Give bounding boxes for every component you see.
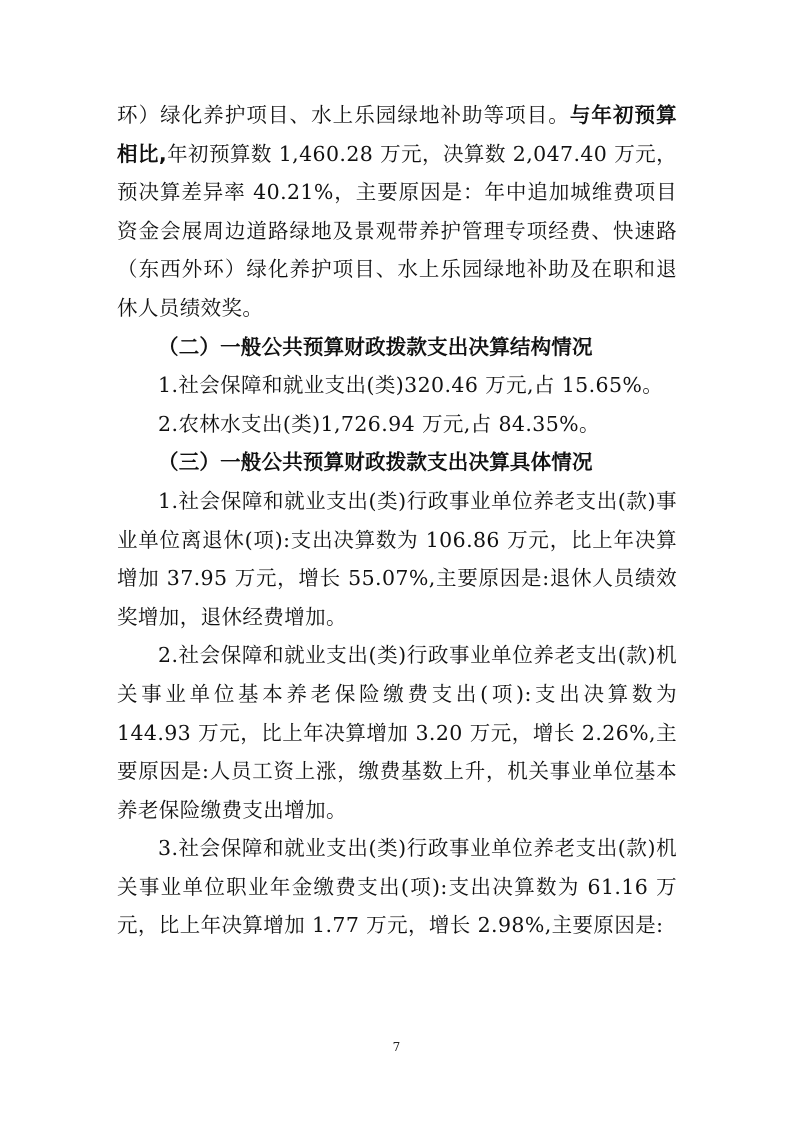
section-heading-structure: （二）一般公共预算财政拨款支出决算结构情况: [158, 334, 593, 359]
detail-item-2: 2.社会保障和就业支出(类)行政事业单位养老支出(款)机关事业单位基本养老保险缴费支出(项):支出决算数为 144.93 万元，比上年决算增加 3.20 万元，增长 2.26%,主要原因是:人员工资上涨，缴费基数上升，机关事业单位基本养老保险缴费支出增加。: [117, 643, 677, 822]
bold-phrase: 与年初预算相比,: [117, 103, 677, 166]
structure-item-1: 1.社会保障和就业支出(类)320.46 万元,占 15.65%。: [158, 373, 664, 398]
structure-item-2: 2.农林水支出(类)1,726.94 万元,占 84.35%。: [158, 411, 600, 436]
section-heading-details: （三）一般公共预算财政拨款支出决算具体情况: [158, 450, 593, 475]
paragraph-budget-comparison: [117, 96, 677, 328]
detail-item-1: 1.社会保障和就业支出(类)行政事业单位养老支出(款)事业单位离退休(项):支出决算数为 106.86 万元，比上年决算增加 37.95 万元，增长 55.07%,主要原因是:退休人员绩效奖增加，退休经费增加。: [117, 488, 677, 629]
detail-item-3: 3.社会保障和就业支出(类)行政事业单位养老支出(款)机关事业单位职业年金缴费支出(项):支出决算数为 61.16 万元，比上年决算增加 1.77 万元，增长 2.98%,主要原因是:: [117, 836, 677, 938]
paragraph-rest: 年初预算数 1,460.28 万元，决算数 2,047.40 万元，预决算差异率 40.21%，主要原因是：年中追加城维费项目资金会展周边道路绿地及景观带养护管理专项经费、快速路（东西外环）绿化养护项目、水上乐园绿地补助及在职和退休人员绩效奖。: [117, 141, 677, 320]
page-body: [117, 96, 677, 945]
page-number: 7: [392, 1040, 401, 1054]
paragraph-lead: 环）绿化养护项目、水上乐园绿地补助等项目。: [117, 103, 570, 127]
